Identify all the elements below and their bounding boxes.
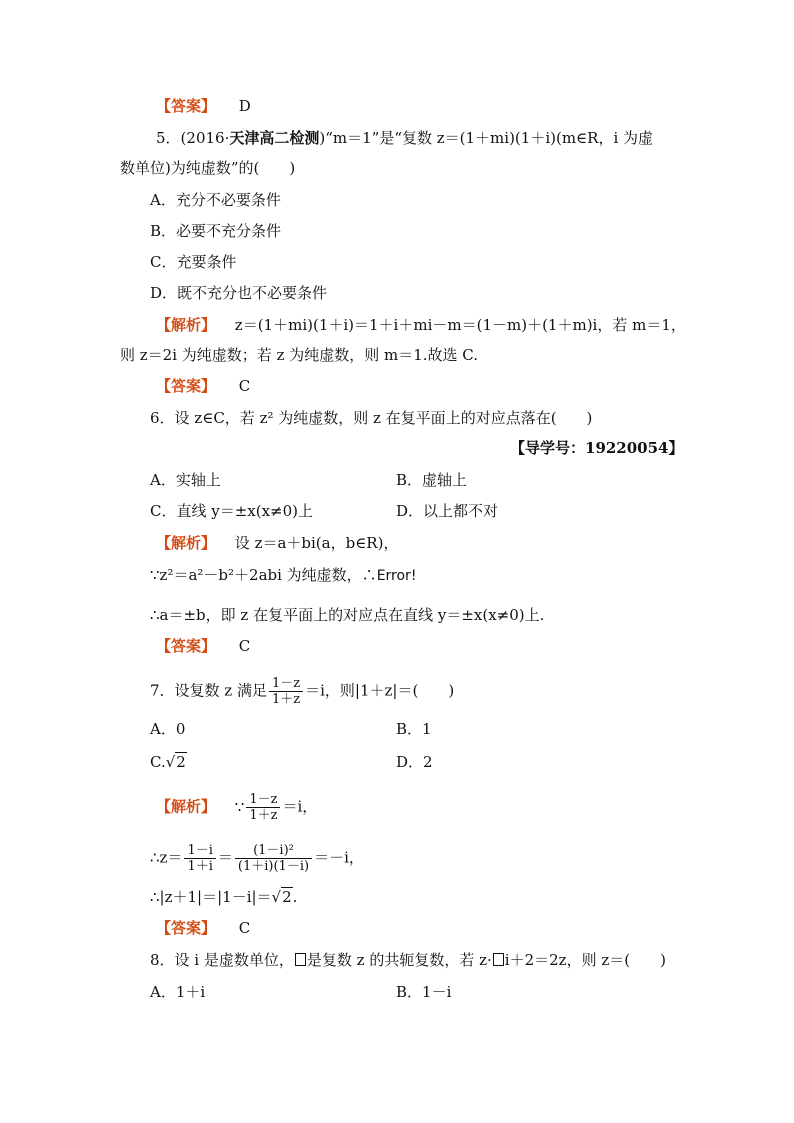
q5-option-c: C．充要条件 [150,253,237,271]
q6-analysis-text-2: ∵z²＝a²－b²＋2abi 为纯虚数，∴ [150,566,377,584]
q7-option-c-label: C. [150,753,166,771]
q7-stem-post: ＝i，则|1＋z|＝( ) [305,681,455,700]
fraction-denominator: 1＋i [187,859,213,874]
q6-guide-number: 【导学号：19220054】 [510,439,684,457]
q8-stem [150,950,666,970]
q7-analysis-line-2 [150,843,364,874]
analysis-tag: 【解析】 [156,534,217,552]
q6-option-b: B．虚轴上 [396,471,468,489]
q5-answer-value: C [238,377,251,395]
sqrt-radicand: 2 [176,753,186,771]
q7-analysis-line-3 [150,887,297,907]
answer-tag: 【答案】 [156,637,217,655]
q6-answer-line [156,636,250,656]
fraction-denominator: 1＋z [271,692,301,707]
q8-stem-post: i＋2＝2z，则 z＝( ) [504,951,666,969]
q5-source: 天津高二检测 [229,129,320,147]
answer-tag: 【答案】 [156,919,217,937]
q6-analysis-text-1: 设 z＝a＋bi(a，b∈R)， [234,534,399,552]
q6-option-d: D．以上都不对 [396,502,499,520]
q7-analysis-equals: ＝ [217,848,233,867]
q7-stem-pre: 7．设复数 z 满足 [150,681,267,700]
answer-tag: 【答案】 [156,97,217,115]
q5-analysis-line-1 [156,315,686,335]
fraction-denominator: 1＋z [249,808,278,823]
q4-answer-line [156,96,251,116]
q5-option-a: A．充分不必要条件 [150,191,281,209]
q7-analysis-fraction [246,792,280,823]
sqrt-symbol: √2 [165,753,186,771]
sqrt-radicand: 2 [282,888,292,906]
q6-answer-value: C [238,637,251,655]
q7-analysis-period: . [292,888,298,906]
q7-option-b: B．1 [396,720,432,738]
conjugate-z-symbol [493,953,504,966]
q5-answer-line [156,376,250,396]
q4-answer-value: D [238,97,251,115]
q6-analysis-line-2 [150,565,416,586]
q5-analysis-text-1: z＝(1＋mi)(1＋i)＝1＋i＋mi－m＝(1－m)＋(1＋m)i，若 m＝1， [234,316,686,334]
q7-analysis-because: ∵ [234,797,245,816]
q8-stem-pre: 8．设 i 是虚数单位， [150,951,294,969]
q8-stem-mid: 是复数 z 的共轭复数，若 z· [306,951,492,969]
q7-analysis-post: ＝－i， [314,848,364,867]
q5-stem-line-2: 数单位)为纯虚数”的( ) [120,159,296,177]
analysis-tag: 【解析】 [156,797,217,816]
q7-analysis-line-1 [156,792,317,823]
q7-analysis-text-3: ∴|z＋1|＝|1－i|＝ [150,888,272,906]
q6-analysis-line-1 [156,533,398,553]
q5-stem-prefix: 5．(2016· [156,129,230,147]
q7-option-a: A．0 [150,720,186,738]
fraction-numerator: 1－i [184,843,215,859]
q7-stem-fraction [269,676,303,707]
q5-stem-line-1 [156,128,653,148]
q7-analysis-fraction-1 [184,843,215,874]
q6-stem: 6．设 z∈C，若 z² 为纯虚数，则 z 在复平面上的对应点落在( ) [150,409,593,427]
q8-option-a: A．1＋i [150,983,206,1001]
answer-tag: 【答案】 [156,377,217,395]
q7-option-c [150,752,187,772]
q8-option-b: B．1－i [396,983,452,1001]
q7-analysis-pre: ∴z＝ [150,848,183,867]
q7-option-d: D．2 [396,753,433,771]
fraction-numerator: (1－i)² [235,843,312,859]
q7-analysis-text-1: ＝i， [282,797,318,816]
conjugate-z-symbol [295,953,306,966]
q7-answer-value: C [238,919,251,937]
q6-analysis-line-3: ∴a＝±b，即 z 在复平面上的对应点在直线 y＝±x(x≠0)上. [150,606,545,624]
q5-stem-rest-1: )“m＝1”是“复数 z＝(1＋mi)(1＋i)(m∈R，i 为虚 [319,129,654,147]
q6-option-a: A．实轴上 [150,471,221,489]
q5-analysis-line-2: 则 z＝2i 为纯虚数；若 z 为纯虚数，则 m＝1.故选 C. [120,346,479,364]
q7-analysis-fraction-2 [235,843,312,874]
q5-option-d: D．既不充分也不必要条件 [150,284,328,302]
q5-option-b: B．必要不充分条件 [150,222,282,240]
fraction-numerator: 1－z [246,792,280,808]
sqrt-symbol: √2 [271,888,292,906]
q6-analysis-error: Error! [376,568,417,584]
fraction-denominator: (1＋i)(1－i) [237,859,310,874]
q7-answer-line [156,918,250,938]
q7-stem [150,676,454,707]
analysis-tag: 【解析】 [156,316,217,334]
q6-option-c: C．直线 y＝±x(x≠0)上 [150,502,314,520]
fraction-numerator: 1－z [269,676,303,692]
